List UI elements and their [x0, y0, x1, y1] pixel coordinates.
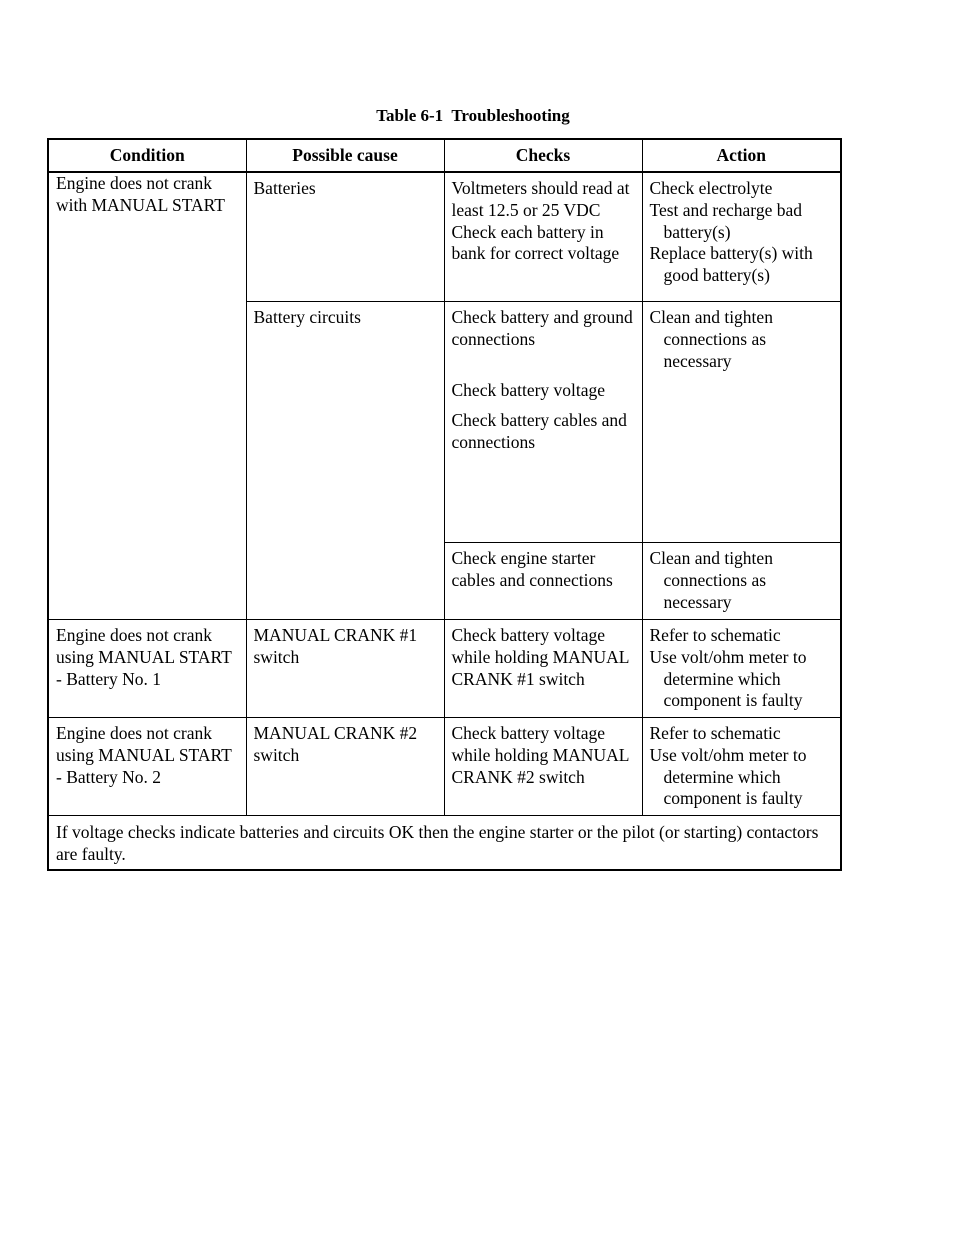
action-item: Refer to schematic — [649, 625, 781, 645]
header-action: Action — [642, 139, 841, 172]
action-item: Clean and tighten connections as necessary — [649, 548, 773, 612]
condition-text: Engine does not crank using MANUAL START - Battery No. 2 — [56, 723, 232, 787]
cause-text: Battery circuits — [253, 307, 361, 327]
cause-text: Batteries — [253, 178, 316, 198]
cause-cell — [246, 302, 444, 620]
check-item: Check each battery in bank for correct voltage — [451, 221, 620, 264]
cause-cell — [246, 620, 444, 718]
cause-text: MANUAL CRANK #2 switch — [253, 723, 418, 765]
action-item: Use volt/ohm meter to determine which component is faulty — [649, 744, 807, 809]
action-cell — [642, 172, 841, 302]
condition-cell — [48, 718, 246, 816]
check-item: Voltmeters should read at least 12.5 or 25 VDC — [451, 178, 630, 220]
check-item: Check battery and ground connections — [451, 307, 633, 349]
action-item: Refer to schematic — [649, 723, 781, 743]
check-item: Check battery voltage while holding MANUAL CRANK #1 switch — [451, 625, 629, 689]
header-condition: Condition — [48, 139, 246, 172]
action-item: Clean and tighten connections as necessary — [649, 307, 773, 371]
action-item: Use volt/ohm meter to determine which component is faulty — [649, 646, 807, 711]
action-item: Replace battery(s) with good battery(s) — [649, 243, 813, 286]
check-item: Check battery cables and connections — [451, 410, 627, 453]
table-header-row — [48, 139, 841, 172]
cause-text: MANUAL CRANK #1 switch — [253, 625, 418, 667]
action-item: Check electrolyte — [649, 178, 773, 198]
table-note-row — [48, 816, 841, 871]
action-cell — [642, 543, 841, 620]
header-checks: Checks — [444, 139, 642, 172]
table-row — [48, 718, 841, 816]
action-cell — [642, 620, 841, 718]
condition-cell — [48, 172, 246, 620]
checks-cell — [444, 302, 642, 543]
action-cell — [642, 718, 841, 816]
table-row — [48, 620, 841, 718]
note-text: If voltage checks indicate batteries and circuits OK then the engine starter or the pilot (or starting) contactors are faulty. — [56, 822, 819, 864]
note-cell — [48, 816, 841, 871]
checks-cell — [444, 620, 642, 718]
cause-cell — [246, 172, 444, 302]
cause-cell — [246, 718, 444, 816]
action-cell — [642, 302, 841, 543]
check-item: Check engine starter cables and connections — [451, 548, 613, 590]
table-caption: Table 6-1 Troubleshooting — [376, 106, 570, 125]
header-possible-cause: Possible cause — [246, 139, 444, 172]
table-row — [48, 172, 841, 302]
condition-cell — [48, 620, 246, 718]
checks-cell — [444, 172, 642, 302]
check-item: Check battery voltage while holding MANUAL CRANK #2 switch — [451, 723, 629, 787]
condition-text: Engine does not crank using MANUAL START - Battery No. 1 — [56, 625, 232, 689]
checks-cell — [444, 718, 642, 816]
check-item: Check battery voltage — [451, 379, 606, 400]
condition-text: Engine does not crank with MANUAL START — [56, 173, 225, 215]
checks-cell — [444, 543, 642, 620]
action-item: Test and recharge bad battery(s) — [649, 199, 802, 242]
troubleshooting-table — [47, 138, 842, 871]
